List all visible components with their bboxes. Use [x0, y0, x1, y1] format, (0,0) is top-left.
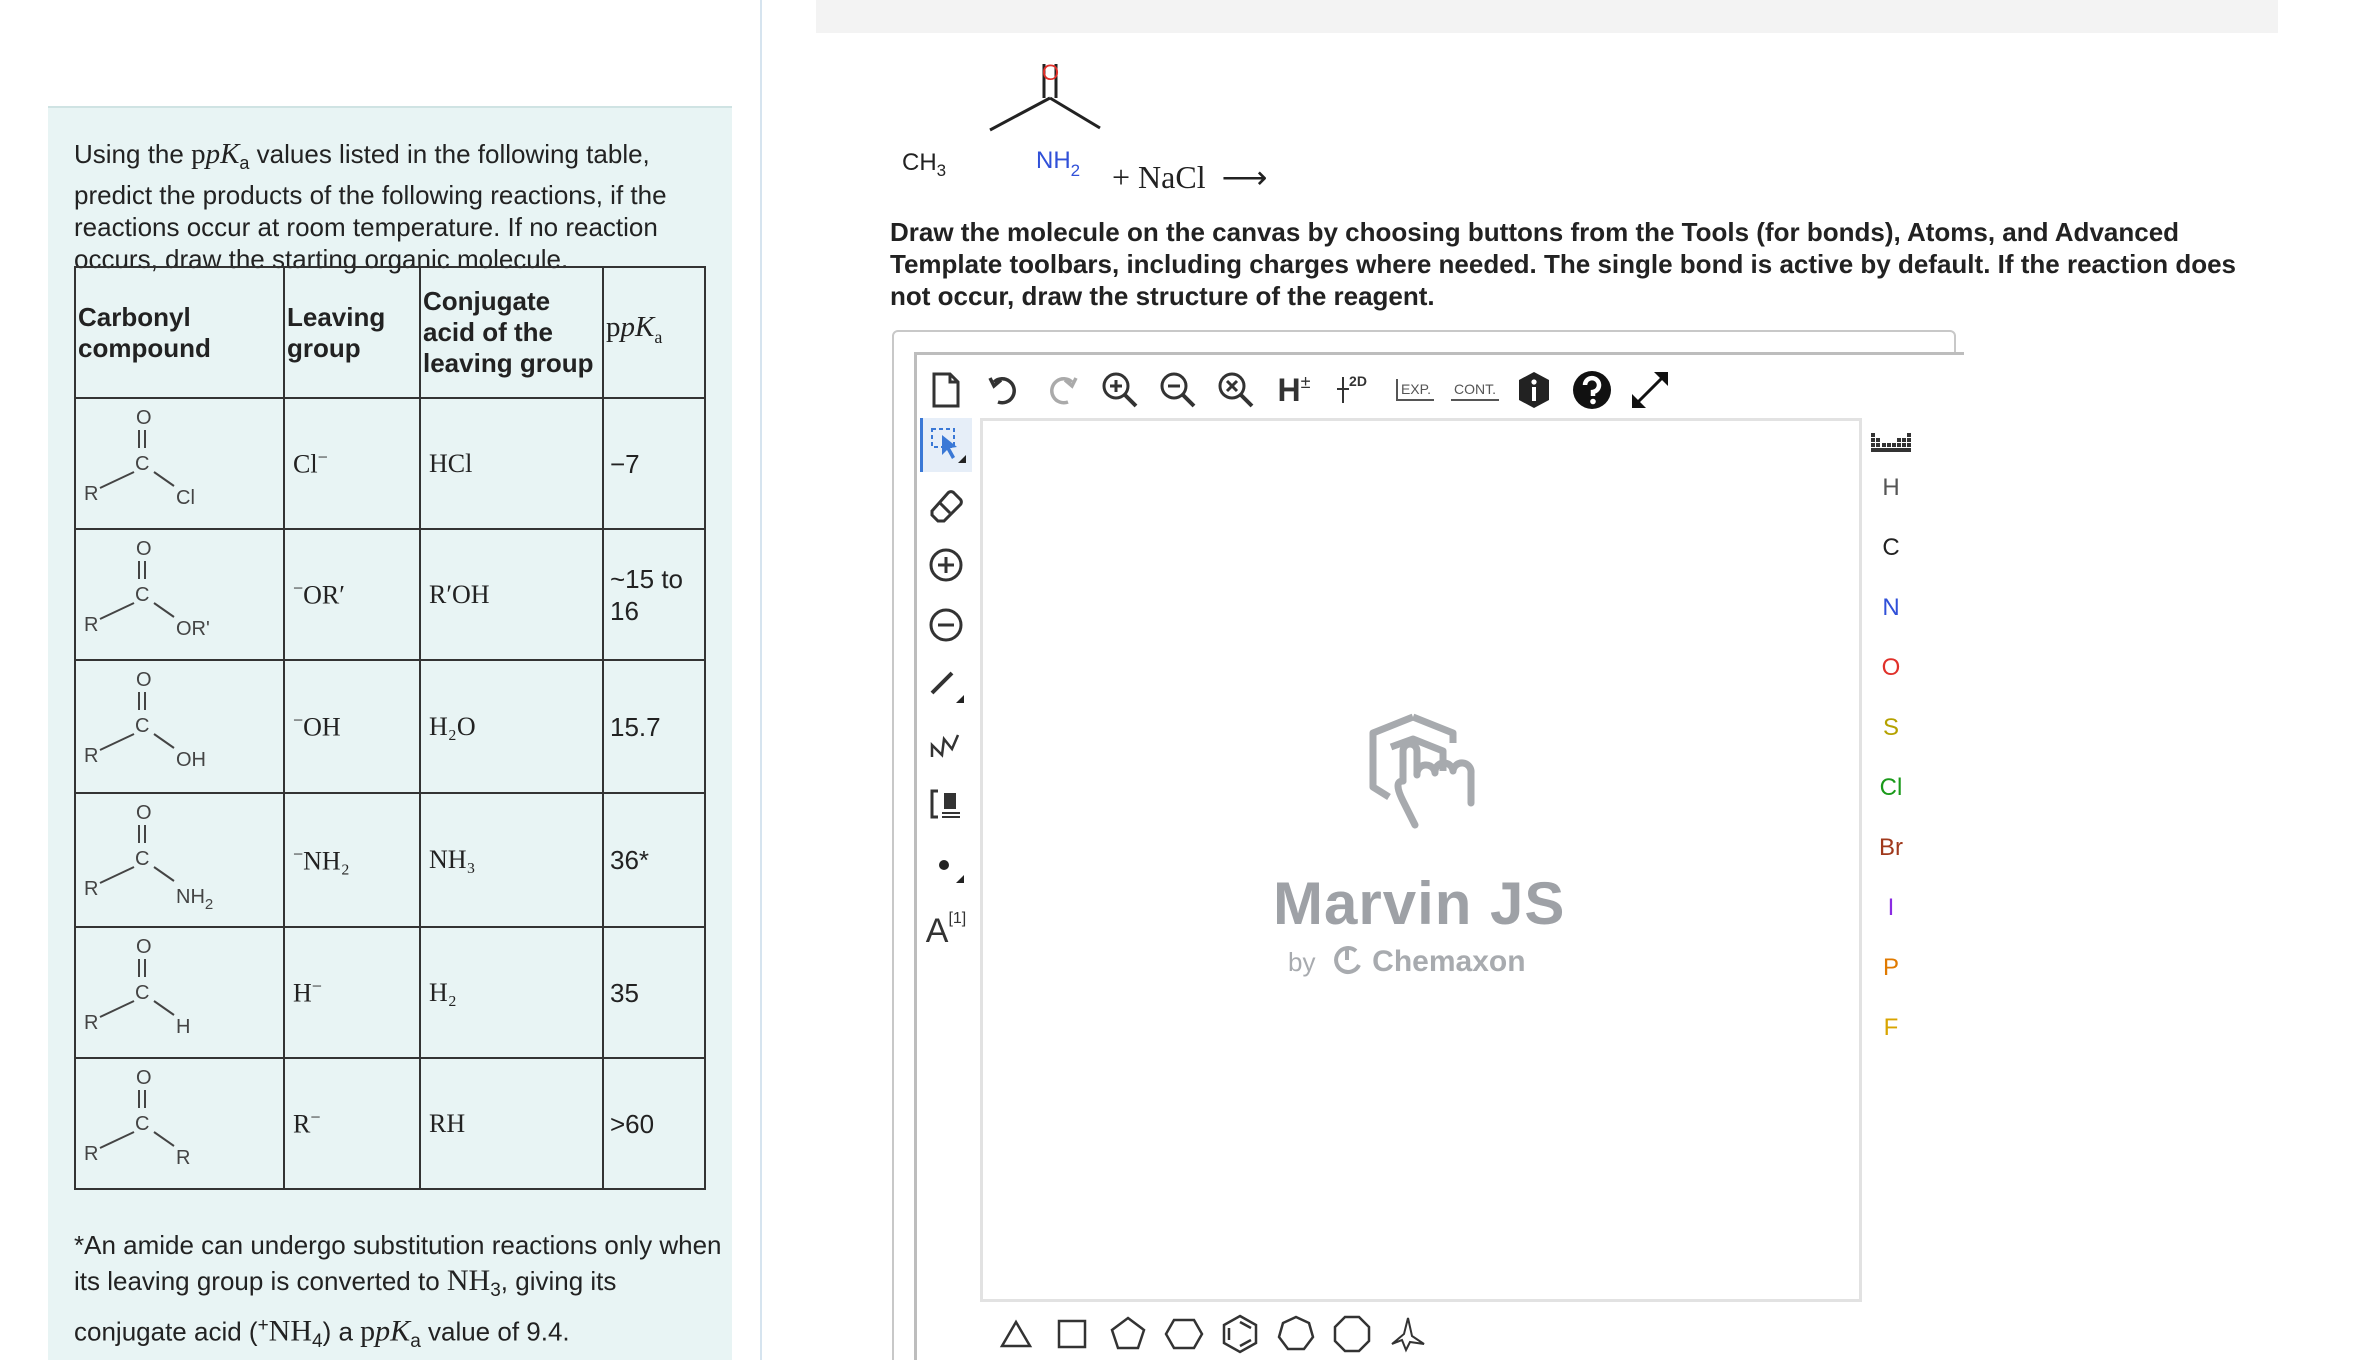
clean-2d-icon — [1337, 375, 1349, 405]
radical-dot-icon — [926, 845, 966, 885]
radical-tool-button[interactable] — [920, 838, 972, 892]
carbonyl-structure-drawing — [76, 929, 281, 1056]
leaving-group-cell: R− — [284, 1058, 420, 1189]
header-leaving-group: Leaving group — [284, 267, 420, 398]
atom-button-s[interactable]: S — [1882, 714, 1899, 741]
struct-carbon-label: C — [135, 1113, 150, 1135]
table-row — [75, 793, 705, 927]
reactant-nh2: $NH_2$ — [1036, 147, 1081, 180]
chain-tool-button[interactable] — [920, 718, 972, 772]
atom-button-n[interactable]: N — [1882, 594, 1900, 621]
table-row — [75, 927, 705, 1058]
carbonyl-structure-cell — [75, 529, 284, 660]
rectangle-select-icon — [928, 425, 968, 465]
struct-carbon-label: C — [135, 584, 150, 606]
struct-carbon-label: C — [135, 848, 150, 870]
header-carbonyl: Carbonyl compound — [75, 267, 284, 398]
struct-r-label: R — [84, 614, 99, 636]
cyclopropane-template-button[interactable] — [990, 1306, 1042, 1360]
struct-bond-left — [100, 867, 134, 883]
clean-2d-button[interactable]: 2D — [1330, 360, 1374, 420]
header-pka: ppK$_a$ — [603, 267, 705, 398]
triangle-template-icon — [998, 1316, 1034, 1352]
conjugate-acid-cell: H₂O — [420, 660, 603, 793]
heptagon-template-icon — [1276, 1314, 1316, 1354]
struct-r-label: R — [84, 745, 99, 767]
struct-bond-left — [100, 734, 134, 750]
negative-charge-button[interactable] — [920, 598, 972, 652]
panel-divider — [760, 0, 762, 1360]
table-header-row — [75, 267, 705, 398]
struct-oxygen-label: O — [136, 1067, 152, 1089]
hexagon-template-icon — [1164, 1314, 1204, 1354]
struct-bond-right — [154, 472, 174, 486]
zoom-out-icon — [1158, 370, 1198, 410]
struct-substituent-label: OH — [176, 749, 206, 771]
pk-symbol: pK — [205, 138, 240, 170]
marvin-byline: by Chemaxon — [1288, 945, 1526, 978]
conjugate-acid-cell: R′OH — [420, 529, 603, 660]
struct-oxygen-label: O — [136, 407, 152, 429]
atom-button-cl[interactable]: Cl — [1879, 774, 1903, 801]
struct-substituent-label: H — [176, 1016, 191, 1038]
help-button[interactable] — [1570, 360, 1614, 420]
bracket-tool-button[interactable] — [920, 778, 972, 832]
question-panel — [48, 106, 732, 1360]
contract-button[interactable]: CONT. — [1448, 360, 1502, 420]
chair-template-icon — [1388, 1314, 1428, 1354]
struct-carbon-label: C — [135, 453, 150, 475]
fullscreen-icon — [1628, 368, 1672, 412]
instructions: Draw the molecule on the canvas by choosing buttons from the Tools (for bonds), Atoms, and Advanced Template toolbars, including charges where needed. The single bond is active by default. If the reaction does not occur, draw the structure of the reagent. — [890, 217, 2237, 311]
conjugate-acid-cell: RH — [420, 1058, 603, 1189]
benzene-template-button[interactable] — [1214, 1306, 1266, 1360]
single-bond-button[interactable] — [920, 658, 972, 712]
carbonyl-structure-drawing — [76, 662, 281, 791]
struct-substituent-label: OR' — [176, 618, 210, 640]
struct-bond-right — [154, 1132, 174, 1146]
erase-tool-button[interactable] — [920, 478, 972, 532]
top-bar — [816, 0, 2278, 33]
atom-button-h[interactable]: H — [1882, 474, 1900, 501]
marvin-logo-icon — [1353, 711, 1493, 841]
info-button[interactable] — [1512, 360, 1556, 420]
struct-substituent-label: Cl — [176, 487, 195, 509]
carbonyl-structure-cell — [75, 398, 284, 529]
table-row — [75, 1058, 705, 1189]
carbonyl-structure-cell — [75, 1058, 284, 1189]
struct-oxygen-label: O — [136, 802, 152, 824]
bond-c-n — [1050, 98, 1100, 128]
conjugate-acid-cell: HCl — [420, 398, 603, 529]
table-row — [75, 529, 705, 660]
chain-icon — [928, 727, 964, 763]
fullscreen-button[interactable] — [1628, 360, 1672, 420]
question-intro: Using the ppK$_a$ values listed in the following table, predict the products of the following reactions, if the reactions occur at room temperature. If no reaction occurs, draw the starting organic molecule. — [74, 138, 667, 275]
zoom-in-icon — [1100, 370, 1140, 410]
leaving-group-cell: −NH₂ — [284, 793, 420, 927]
chemaxon-logo-icon — [1330, 943, 1364, 977]
struct-oxygen-label: O — [136, 538, 152, 560]
pka-value-cell: 15.7 — [603, 660, 705, 793]
reactant-ch3: $CH_3$ — [902, 149, 947, 180]
struct-bond-left — [100, 1001, 134, 1017]
zoom-in-button[interactable] — [1098, 360, 1142, 420]
octagon-template-icon — [1332, 1314, 1372, 1354]
eraser-icon — [926, 485, 966, 525]
carbonyl-structure-drawing — [76, 1060, 281, 1187]
carbonyl-structure-drawing — [76, 531, 281, 658]
help-icon — [1571, 369, 1613, 411]
carbonyl-structure-cell — [75, 660, 284, 793]
zoom-reset-button[interactable] — [1214, 360, 1258, 420]
zoom-out-button[interactable] — [1156, 360, 1200, 420]
struct-bond-left — [100, 603, 134, 619]
atom-button-c[interactable]: C — [1882, 534, 1900, 561]
reaction-reagent: + NaCl ⟶ — [1112, 159, 1268, 195]
periodic-table-icon — [1869, 431, 1913, 455]
marvin-product-name: Marvin JS — [1273, 870, 1566, 937]
carbonyl-structure-cell — [75, 793, 284, 927]
expand-button[interactable]: EXP. — [1388, 360, 1442, 420]
struct-oxygen-label: O — [136, 669, 152, 691]
cyclohexane-template-button[interactable] — [1158, 1306, 1210, 1360]
atom-button-p[interactable]: P — [1882, 954, 1899, 981]
undo-button[interactable] — [982, 360, 1026, 420]
header-conjugate-acid: Conjugate acid of the leaving group — [420, 267, 603, 398]
carbonyl-structure-cell — [75, 927, 284, 1058]
struct-carbon-label: C — [135, 715, 150, 737]
bracket-icon — [928, 787, 964, 823]
square-template-icon — [1054, 1316, 1090, 1352]
atom-button-f[interactable]: F — [1883, 1014, 1899, 1041]
struct-r-label: R — [84, 1143, 99, 1165]
struct-oxygen-label: O — [136, 936, 152, 958]
info-icon — [1517, 370, 1551, 410]
struct-substituent-label: R — [176, 1147, 191, 1169]
struct-r-label: R — [84, 1012, 99, 1034]
struct-r-label: R — [84, 483, 99, 505]
minus-charge-icon — [928, 607, 964, 643]
benzene-template-icon — [1220, 1314, 1260, 1354]
undo-icon — [986, 372, 1022, 408]
zoom-reset-icon — [1216, 370, 1256, 410]
conjugate-acid-cell: H₂ — [420, 927, 603, 1058]
drawing-canvas[interactable] — [980, 418, 1862, 1302]
struct-substituent-label: $NH_2$ — [176, 886, 214, 913]
carbonyl-structure-drawing — [76, 400, 281, 527]
pentagon-template-icon — [1108, 1314, 1148, 1354]
periodic-table-button[interactable] — [1866, 428, 1916, 468]
leaving-group-cell: −OR′ — [284, 529, 420, 660]
pka-value-cell: ~15 to 16 — [603, 529, 705, 660]
pka-value-cell: −7 — [603, 398, 705, 529]
new-document-icon — [928, 370, 964, 410]
cyclopentane-template-button[interactable] — [1102, 1306, 1154, 1360]
redo-icon — [1044, 372, 1080, 408]
cyclobutane-template-button[interactable] — [1046, 1306, 1098, 1360]
struct-bond-left — [100, 1132, 134, 1148]
atom-button-i[interactable]: I — [1887, 894, 1895, 921]
carbonyl-structure-drawing — [76, 795, 281, 925]
table-row — [75, 398, 705, 529]
footnote: *An amide can undergo substitution reactions only when its leaving group is converted to $NH_3$, giving its conjugate acid $(^+NH_4)$ a ppK$_a$ value of 9.4. — [74, 1230, 722, 1353]
pka-value-cell: 35 — [603, 927, 705, 1058]
reactant-oxygen: O — [1042, 60, 1060, 85]
leaving-group-cell: Cl− — [284, 398, 420, 529]
struct-bond-left — [100, 472, 134, 488]
single-bond-icon — [926, 665, 966, 705]
bond-ch3-c — [990, 98, 1050, 130]
pka-value-cell: 36* — [603, 793, 705, 927]
atom-map-button[interactable]: A [1] — [925, 910, 967, 950]
cyclohexane-chair-template-button[interactable] — [1382, 1306, 1434, 1360]
leaving-group-cell: H− — [284, 927, 420, 1058]
table-row — [75, 660, 705, 793]
conjugate-acid-cell: NH₃ — [420, 793, 603, 927]
plus-charge-icon — [928, 547, 964, 583]
struct-bond-right — [154, 603, 174, 617]
cyclooctane-template-button[interactable] — [1326, 1306, 1378, 1360]
struct-r-label: R — [84, 878, 99, 900]
atom-button-o[interactable]: O — [1881, 654, 1901, 681]
struct-carbon-label: C — [135, 982, 150, 1004]
struct-bond-right — [154, 867, 174, 881]
pka-table — [74, 266, 706, 1190]
pka-value-cell: >60 — [603, 1058, 705, 1189]
leaving-group-cell: −OH — [284, 660, 420, 793]
hydrogen-toggle-button[interactable]: H ± — [1277, 371, 1311, 408]
reaction-arrow: ⟶ — [1221, 159, 1268, 195]
cycloheptane-template-button[interactable] — [1270, 1306, 1322, 1360]
atom-button-br[interactable]: Br — [1879, 834, 1903, 861]
new-document-button[interactable] — [924, 360, 968, 420]
struct-bond-right — [154, 734, 174, 748]
struct-bond-right — [154, 1001, 174, 1015]
redo-button[interactable] — [1040, 360, 1084, 420]
select-tool-button[interactable] — [920, 418, 972, 472]
positive-charge-button[interactable] — [920, 538, 972, 592]
